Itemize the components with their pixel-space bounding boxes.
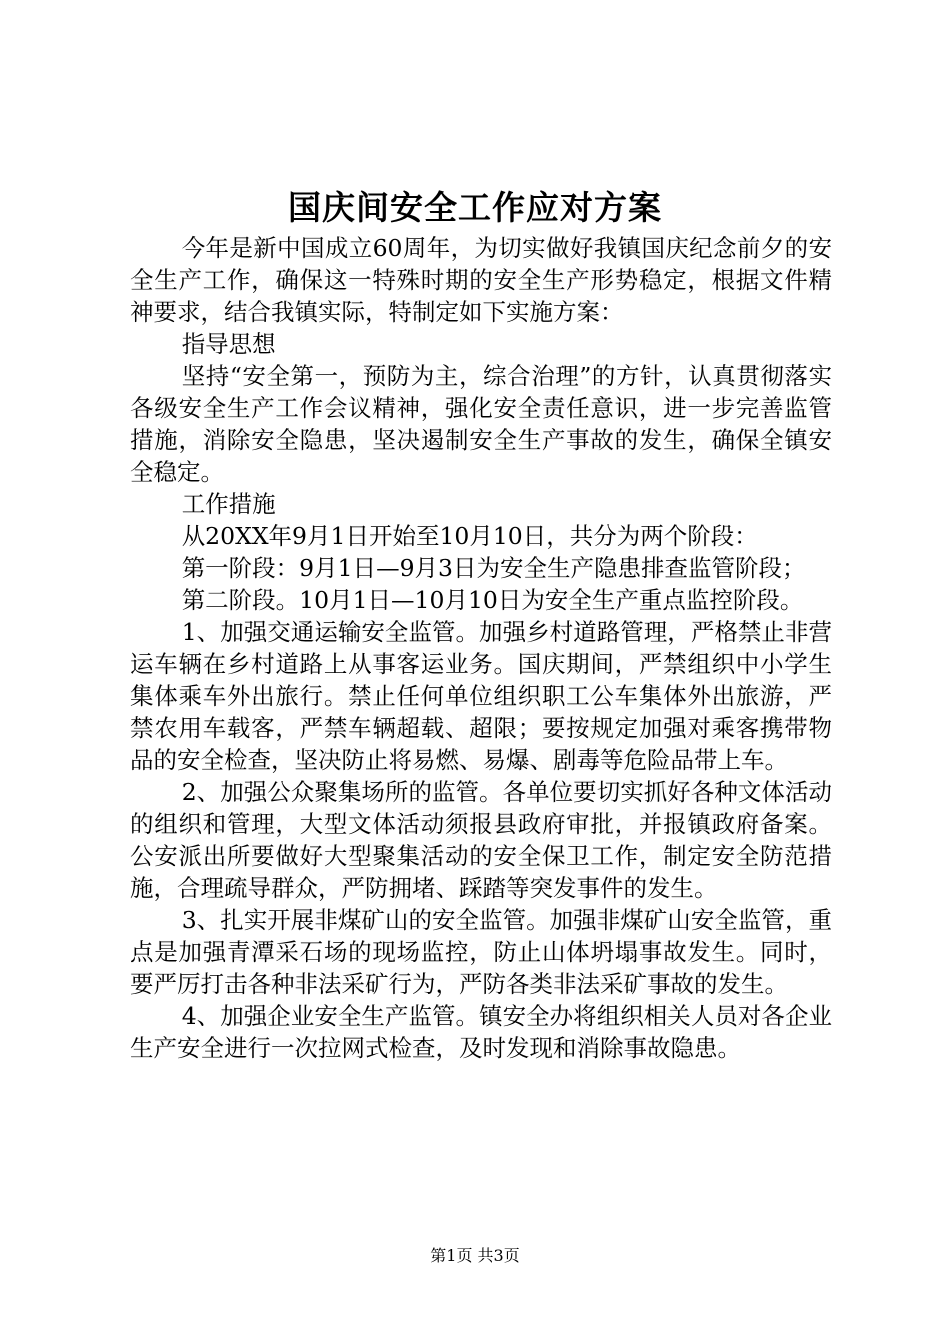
schedule-paragraph: 从20XX年9月1日开始至10月10日，共分为两个阶段： bbox=[181, 522, 758, 550]
stage-two-paragraph: 第二阶段。10月1日—10月10日为安全生产重点监控阶段。 bbox=[181, 586, 804, 614]
document-body bbox=[130, 232, 832, 1064]
guiding-thought-paragraph: 坚持“安全第一，预防为主，综合治理”的方针，认真贯彻落实各级安全生产工作会议精神，强化安全责任意识，进一步完善监管措施，消除安全隐患，坚决遏制安全生产事故的发生，确保全镇安全稳定。 bbox=[130, 362, 832, 486]
section-heading-guiding-thought: 指导思想 bbox=[181, 330, 276, 358]
measure-4-paragraph: 4、加强企业安全生产监管。镇安全办将组织相关人员对各企业生产安全进行一次拉网式检查，及时发现和消除事故隐患。 bbox=[130, 1002, 832, 1062]
section-heading-work-measures: 工作措施 bbox=[181, 490, 276, 518]
intro-paragraph: 今年是新中国成立60周年，为切实做好我镇国庆纪念前夕的安全生产工作，确保这一特殊时期的安全生产形势稳定，根据文件精神要求，结合我镇实际，特制定如下实施方案： bbox=[130, 234, 832, 326]
document-title: 国庆间安全工作应对方案 bbox=[288, 188, 662, 227]
stage-one-paragraph: 第一阶段：9月1日—9月3日为安全生产隐患排查监管阶段； bbox=[181, 554, 806, 582]
measure-2-paragraph: 2、加强公众聚集场所的监管。各单位要切实抓好各种文体活动的组织和管理，大型文体活动须报县政府审批，并报镇政府备案。公安派出所要做好大型聚集活动的安全保卫工作，制定安全防范措施，合理疏导群众，严防拥堵、踩踏等突发事件的发生。 bbox=[130, 778, 832, 902]
measure-1-paragraph: 1、加强交通运输安全监管。加强乡村道路管理，严格禁止非营运车辆在乡村道路上从事客运业务。国庆期间，严禁组织中小学生集体乘车外出旅行。禁止任何单位组织职工公车集体外出旅游，严禁农用车载客，严禁车辆超载、超限；要按规定加强对乘客携带物品的安全检查，坚决防止将易燃、易爆、剧毒等危险品带上车。 bbox=[130, 618, 832, 774]
measure-3-paragraph: 3、扎实开展非煤矿山的安全监管。加强非煤矿山安全监管，重点是加强青潭采石场的现场监控，防止山体坍塌事故发生。同时，要严厉打击各种非法采矿行为，严防各类非法采矿事故的发生。 bbox=[130, 906, 832, 998]
page-number-footer: 第1页 共3页 bbox=[430, 1246, 520, 1265]
